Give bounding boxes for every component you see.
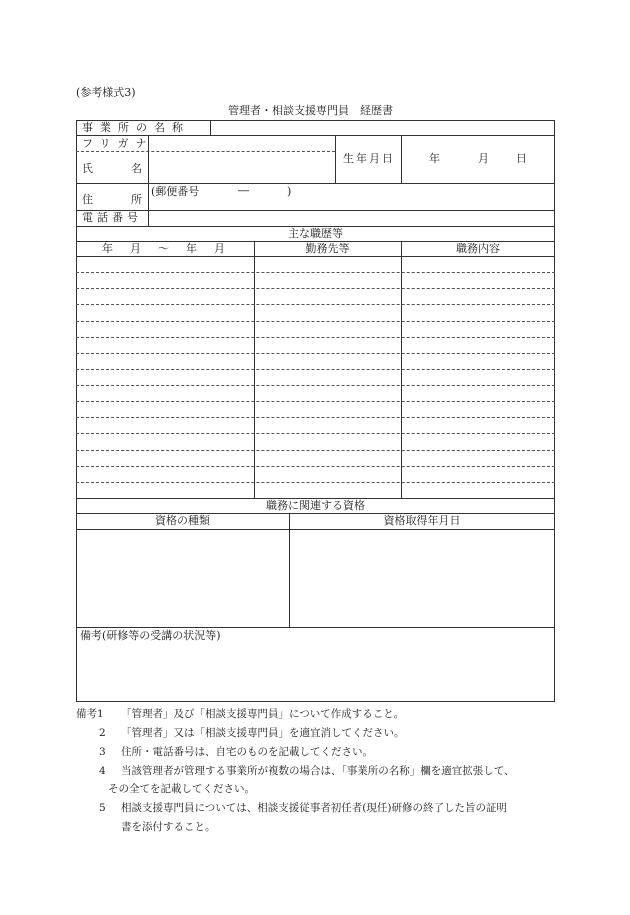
divider [210,120,211,135]
address-label-2: 所 [131,193,142,206]
name-field[interactable] [150,153,333,182]
address-field[interactable] [152,199,552,209]
postal-code-dash: ― [238,184,249,197]
qualification-date-field[interactable] [292,531,552,625]
divider [401,135,402,183]
qualifications-col-date: 資格取得年月日 [383,514,461,527]
name-label-1: 氏 [82,162,93,175]
divider [76,256,555,257]
divider [76,151,335,152]
career-row-divider [76,337,555,338]
note-item-4: 当該管理者が管理する事業所が複数の場合は、「事業所の名称」欄を適宜拡張して、 [121,765,515,777]
dob-year: 年 [429,152,440,165]
career-row-divider [76,401,555,402]
dob-day: 日 [516,152,527,165]
note-item-5-cont: 書を添付すること。 [121,821,216,833]
remarks-label: 備考(研修等の受講の状況等) [80,629,221,642]
note-number-2: 2 [99,727,106,739]
divider [335,135,336,183]
divider [289,513,290,627]
career-section-title: 主な職歴等 [288,227,343,240]
divider [76,529,555,530]
divider [76,627,555,628]
phone-field[interactable] [150,211,553,225]
qualifications-col-type: 資格の種類 [155,514,210,527]
career-col-duties: 職務内容 [456,242,500,255]
career-row-divider [76,433,555,434]
form-reference: (参考様式3) [76,86,136,99]
resume-form [76,120,555,702]
career-row-divider [76,466,555,467]
note-item-4-cont: その全てを記載してください。 [108,783,255,795]
career-col-period: 年 月 ～ 年 月 [102,242,228,255]
remarks-field[interactable] [78,645,552,699]
divider [148,135,149,183]
furigana-label: フリガナ [82,137,154,150]
career-row-divider [76,369,555,370]
career-row-divider [76,482,555,483]
note-number-4: 4 [99,765,106,777]
notes-lead: 備考1 [76,708,104,720]
career-row-divider [76,304,555,305]
dob-label: 生年月日 [343,152,395,165]
address-label-1: 住 [82,193,93,206]
note-number-3: 3 [99,746,106,758]
document-title: 管理者・相談支援専門員 経歴書 [228,104,393,117]
note-item-1: 「管理者」及び「相談支援専門員」について作成すること。 [121,708,405,720]
note-item-3: 住所・電話番号は、自宅のものを記載してください。 [121,746,373,758]
note-item-2: 「管理者」又は「相談支援専門員」を適宜消してください。 [121,727,405,739]
name-label-2: 名 [131,162,142,175]
qualification-type-field[interactable] [78,531,287,625]
office-name-field[interactable] [212,121,552,134]
career-row-divider [76,288,555,289]
note-item-5: 相談支援専門員については、相談支援従事者初任者(現任)研修の終了した旨の証明 [121,802,507,814]
furigana-field[interactable] [150,136,333,150]
career-row-divider [76,385,555,386]
note-number-5: 5 [99,802,106,814]
qualifications-section-title: 職務に関連する資格 [266,499,365,512]
career-row-divider [76,272,555,273]
phone-label: 電話番号 [82,211,142,224]
postal-code-prefix: (郵便番号 [151,185,200,198]
career-row-divider [76,321,555,322]
office-name-label: 事業所の名称 [82,121,190,134]
career-row-divider [76,417,555,418]
career-row-divider [76,450,555,451]
postal-code-suffix: ) [287,185,292,198]
dob-month: 月 [478,152,489,165]
career-row-divider [76,353,555,354]
career-col-workplace: 勤務先等 [305,242,350,255]
divider [148,183,149,226]
